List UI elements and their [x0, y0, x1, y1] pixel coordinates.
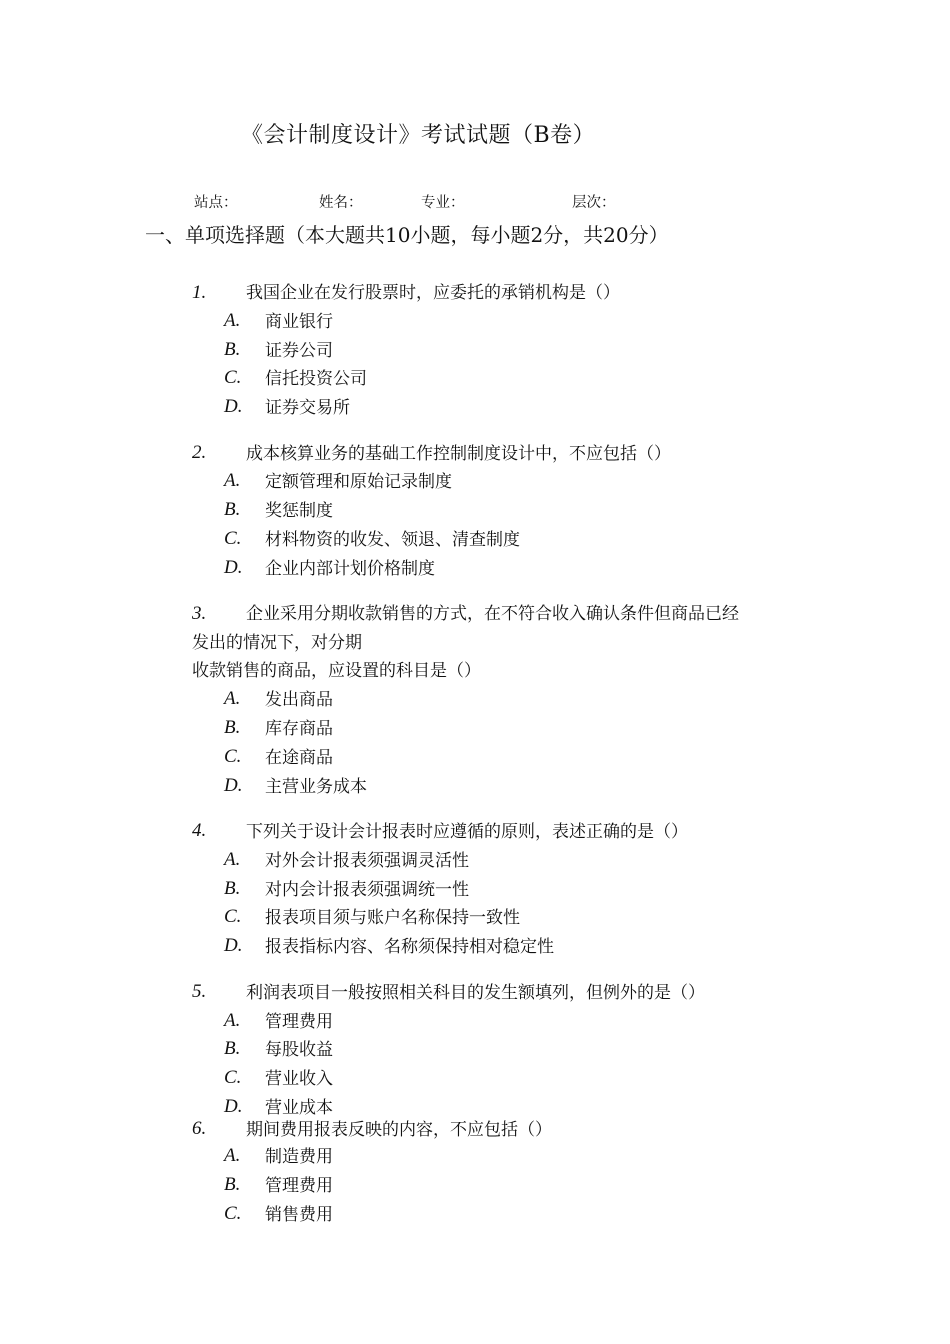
- option-letter: C.: [224, 906, 242, 927]
- option-text: 管理费用: [265, 1012, 333, 1032]
- option-text: 信托投资公司: [265, 369, 367, 389]
- option-text: 制造费用: [265, 1147, 333, 1167]
- option-text: 材料物资的收发、领退、清查制度: [265, 530, 520, 550]
- exam-title: 《会计制度设计》考试试题（B卷）: [241, 123, 596, 148]
- option-letter: D.: [224, 557, 243, 578]
- option-text: 主营业务成本: [265, 777, 367, 797]
- section-heading: 一、单项选择题（本大题共10小题，每小题2分，共20分）: [145, 223, 669, 247]
- option-letter: B.: [224, 499, 241, 520]
- option-text: 证券公司: [265, 341, 333, 361]
- field-major-label: 专业：: [421, 195, 465, 211]
- question-number: 4.: [192, 820, 207, 841]
- question-text-continued: 发出的情况下，对分期: [192, 633, 362, 653]
- option-text: 商业银行: [265, 312, 333, 332]
- option-letter: A.: [224, 1145, 241, 1166]
- option-text: 定额管理和原始记录制度: [265, 472, 452, 492]
- option-letter: B.: [224, 717, 241, 738]
- field-station-label: 站点：: [194, 195, 238, 211]
- option-text: 报表指标内容、名称须保持相对稳定性: [265, 937, 554, 957]
- option-text: 企业内部计划价格制度: [265, 559, 435, 579]
- question-text: 企业采用分期收款销售的方式，在不符合收入确认条件但商品已经: [246, 604, 739, 624]
- option-text: 每股收益: [265, 1040, 333, 1060]
- question-text: 期间费用报表反映的内容，不应包括（）: [246, 1120, 552, 1140]
- option-letter: C.: [224, 367, 242, 388]
- option-text: 证券交易所: [265, 398, 350, 418]
- option-text: 对外会计报表须强调灵活性: [265, 851, 469, 871]
- field-name-label: 姓名：: [319, 195, 363, 211]
- option-text: 库存商品: [265, 719, 333, 739]
- question-number: 2.: [192, 442, 207, 463]
- option-text: 在途商品: [265, 748, 333, 768]
- option-text: 销售费用: [265, 1205, 333, 1225]
- option-letter: A.: [224, 849, 241, 870]
- option-letter: C.: [224, 1203, 242, 1224]
- option-letter: A.: [224, 310, 241, 331]
- option-letter: B.: [224, 339, 241, 360]
- option-text: 营业收入: [265, 1069, 333, 1089]
- option-letter: A.: [224, 1010, 241, 1031]
- option-letter: A.: [224, 470, 241, 491]
- option-letter: D.: [224, 775, 243, 796]
- question-number: 5.: [192, 981, 207, 1002]
- question-number: 3.: [192, 603, 207, 624]
- question-text: 我国企业在发行股票时，应委托的承销机构是（）: [246, 283, 620, 303]
- field-level-label: 层次：: [572, 195, 616, 211]
- option-letter: A.: [224, 688, 241, 709]
- option-text: 对内会计报表须强调统一性: [265, 880, 469, 900]
- question-text-continued: 收款销售的商品，应设置的科目是（）: [192, 661, 481, 681]
- option-text: 发出商品: [265, 690, 333, 710]
- question-number: 1.: [192, 282, 207, 303]
- option-text: 管理费用: [265, 1176, 333, 1196]
- question-text: 下列关于设计会计报表时应遵循的原则，表述正确的是（）: [246, 822, 688, 842]
- option-letter: C.: [224, 1067, 242, 1088]
- question-number: 6.: [192, 1118, 207, 1139]
- question-text: 利润表项目一般按照相关科目的发生额填列，但例外的是（）: [246, 983, 705, 1003]
- question-text: 成本核算业务的基础工作控制制度设计中，不应包括（）: [246, 444, 671, 464]
- option-letter: C.: [224, 528, 242, 549]
- option-letter: D.: [224, 935, 243, 956]
- option-letter: B.: [224, 1038, 241, 1059]
- option-letter: D.: [224, 1096, 243, 1117]
- option-letter: D.: [224, 396, 243, 417]
- option-text: 营业成本: [265, 1098, 333, 1118]
- option-text: 奖惩制度: [265, 501, 333, 521]
- option-letter: B.: [224, 1174, 241, 1195]
- option-letter: C.: [224, 746, 242, 767]
- option-letter: B.: [224, 878, 241, 899]
- option-text: 报表项目须与账户名称保持一致性: [265, 908, 520, 928]
